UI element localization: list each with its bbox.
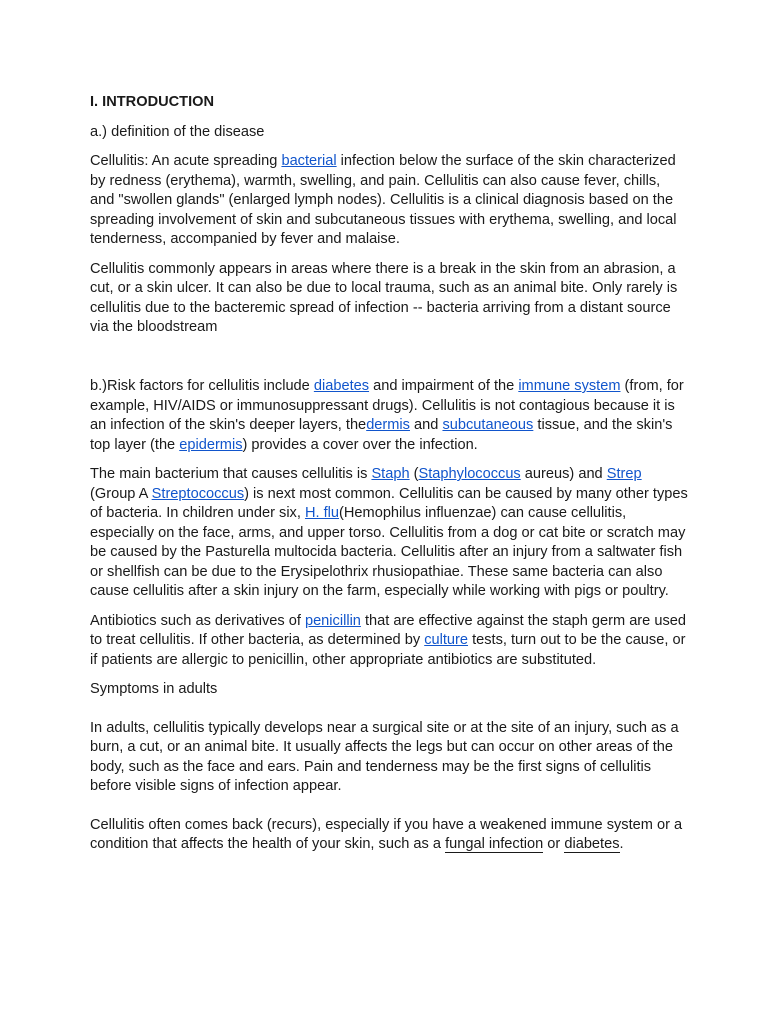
text-run: tissue, and the skin's top layer (the: [90, 417, 673, 453]
text-run: infection below the surface of the skin characterized by redness (erythema), warmth, swelling, and pain. Cellulitis can also cause fever, chills, and "swollen glands" (enlarged lymph nodes). Cellulitis is a clinical diagnosis based on the spreading involvement of skin and subcutaneous tissues with erythema, swelling, and local tenderness, accompanied by fever and malaise.: [90, 153, 677, 247]
blank-line: [90, 348, 688, 368]
symptoms-heading: Symptoms in adults: [90, 681, 218, 697]
paragraph-risk-factors: [90, 377, 688, 455]
hyperlink[interactable]: bacterial: [281, 153, 337, 169]
text-run: or: [543, 836, 565, 852]
text-run: ) provides a cover over the infection.: [242, 436, 478, 453]
hyperlink[interactable]: epidermis: [179, 436, 243, 453]
hyperlink[interactable]: Staph: [371, 466, 410, 482]
hyperlink[interactable]: Staphylococcus: [418, 466, 521, 482]
paragraph-definition: [90, 152, 688, 250]
text-run: ) is next most common. Cellulitis can be caused by many other types of bacteria. In children under six,: [90, 485, 688, 521]
text-run: Cellulitis commonly appears in areas where there is a break in the skin from an abrasion, a cut, or a skin ulcer. It can also be due to local trauma, such as an animal bite. Only rarely is cellulitis due to the bacteremic spread of infection -- bacteria arriving from a distant source via the bloodstream: [90, 260, 678, 335]
hyperlink[interactable]: Strep: [606, 466, 642, 482]
text-run: (Hemophilus influenzae) can cause cellulitis, especially on the face, arms, and upper torso. Cellulitis from a dog or cat bite or scratch may be caused by the Pasturella multocida bacteria. Cellulitis after an injury from a saltwater fish or shellfish can be due to the Erysipelothrix rhusiopathiae. These same bacteria can also cause cellulitis after a skin injury on the farm, especially while working with pigs or poultry.: [90, 505, 686, 599]
text-run: that are effective against the staph germ are used to treat cellulitis. If other bacteria, as determined by: [90, 612, 686, 648]
text-run: The main bacterium that causes cellulitis is: [90, 466, 372, 482]
paragraph-antibiotics: [90, 612, 688, 671]
hyperlink[interactable]: subcutaneous: [442, 417, 534, 433]
text-run: (Group A: [90, 485, 152, 502]
paragraph-appearance: [90, 260, 688, 338]
text-run: (from, for example, HIV/AIDS or immunosuppressant drugs). Cellulitis is not contagious because it is an infection of the skin's deeper layers, the: [90, 378, 684, 433]
text-run: Cellulitis often comes back (recurs), especially if you have a weakened immune system or a condition that affects the health of your skin, such as a: [90, 816, 683, 852]
hyperlink[interactable]: culture: [424, 632, 469, 648]
text-run: In adults, cellulitis typically develops near a surgical site or at the site of an injury, such as a burn, a cut, or an animal bite. It usually affects the legs but can occur on other areas of the body, such as the face and ears. Pain and tenderness may be the first signs of cellulitis before visible signs of infection appear.: [90, 719, 679, 794]
text-run: tests, turn out to be the cause, or if patients are allergic to penicillin, other appropriate antibiotics are substituted.: [90, 632, 686, 668]
paragraph-recurrence: [90, 816, 688, 855]
hyperlink[interactable]: dermis: [366, 417, 410, 433]
section-heading: I. INTRODUCTION: [90, 94, 215, 110]
text-run: and impairment of the: [369, 378, 519, 394]
text-run: Cellulitis: An acute spreading: [90, 153, 282, 169]
text-run: (: [409, 466, 419, 482]
text-run: and: [409, 417, 443, 433]
paragraph-adult-symptoms: [90, 719, 688, 797]
hyperlink[interactable]: diabetes: [313, 378, 370, 394]
hyperlink[interactable]: H. flu: [304, 505, 340, 521]
text-run: aureus) and: [520, 466, 607, 482]
paragraph-bacteria: [90, 465, 688, 602]
text-run: .: [619, 836, 624, 852]
underlined-text: diabetes: [564, 836, 620, 852]
text-run: Antibiotics such as derivatives of: [90, 612, 305, 629]
hyperlink[interactable]: immune system: [518, 378, 621, 394]
subheading-definition: a.) definition of the disease: [90, 123, 265, 140]
hyperlink[interactable]: penicillin: [304, 612, 361, 629]
underlined-text: fungal infection: [445, 836, 544, 852]
text-run: b.)Risk factors for cellulitis include: [90, 378, 314, 394]
hyperlink[interactable]: Streptococcus: [151, 485, 245, 502]
